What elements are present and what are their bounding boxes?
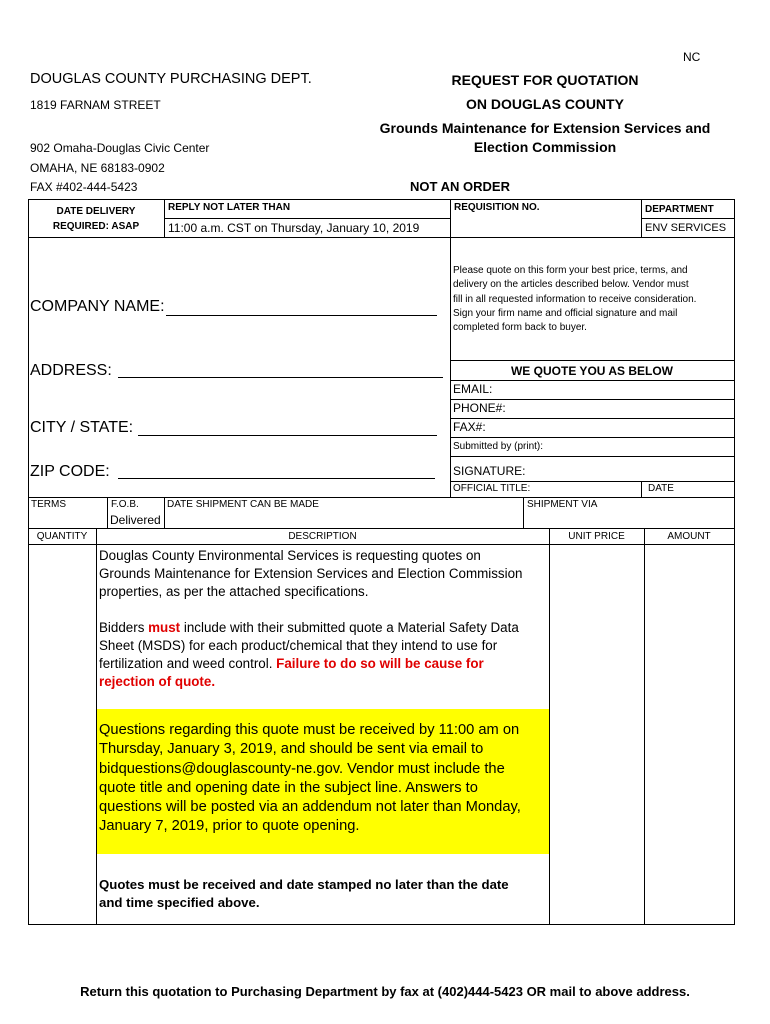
date-label: DATE bbox=[648, 483, 674, 494]
dept-name: DOUGLAS COUNTY PURCHASING DEPT. bbox=[30, 71, 312, 87]
zip-code-label: ZIP CODE: bbox=[30, 463, 110, 480]
corner-code: NC bbox=[683, 50, 701, 64]
terms-label: TERMS bbox=[31, 499, 66, 510]
title-subject1: Grounds Maintenance for Extension Services and bbox=[379, 120, 711, 136]
title-line1: REQUEST FOR QUOTATION bbox=[451, 72, 639, 88]
not-an-order: NOT AN ORDER bbox=[410, 179, 510, 194]
col-amount: AMOUNT bbox=[667, 531, 711, 542]
deadline-notice: Quotes must be received and date stamped no later than the date and time specified above. bbox=[99, 877, 509, 910]
fax-label: FAX#: bbox=[453, 420, 486, 434]
date-delivery-label: DATE DELIVERY bbox=[56, 206, 136, 217]
shipment-via-label: SHIPMENT VIA bbox=[527, 499, 598, 510]
title-subject2: Election Commission bbox=[473, 139, 617, 155]
description-msds: Bidders must include with their submitted quote a Material Safety Data Sheet (MSDS) for each product/chemical that they intend to use for fertilization and weed control. Failure to do so will be cause for rejection of quote. bbox=[99, 620, 519, 689]
company-name-line[interactable] bbox=[166, 315, 437, 316]
title-line2: ON DOUGLAS COUNTY bbox=[466, 96, 624, 112]
department-label: DEPARTMENT bbox=[645, 204, 714, 215]
footer-instruction: Return this quotation to Purchasing Department by fax at (402)444-5423 OR mail to above address. bbox=[80, 984, 690, 999]
date-delivery-required: REQUIRED: ASAP bbox=[52, 221, 140, 232]
questions-notice: Questions regarding this quote must be received by 11:00 am on Thursday, January 3, 2019, and should be sent via email to bidquestions@douglascounty-ne.gov. Vendor must include the quote title and opening date in the subject line. Answers to questions will be posted via an addendum not later than Monday, January 7, 2019, prior to quote opening. bbox=[99, 722, 521, 835]
department-value: ENV SERVICES bbox=[645, 222, 727, 234]
requisition-label: REQUISITION NO. bbox=[454, 202, 540, 213]
address-line[interactable] bbox=[118, 377, 443, 378]
col-quantity: QUANTITY bbox=[36, 531, 88, 542]
col-unit-price: UNIT PRICE bbox=[568, 531, 625, 542]
zip-code-line[interactable] bbox=[118, 478, 435, 479]
fob-label: F.O.B. bbox=[111, 499, 139, 510]
company-name-label: COMPANY NAME: bbox=[30, 298, 165, 315]
quote-box-heading: WE QUOTE YOU AS BELOW bbox=[510, 364, 673, 378]
col-description: DESCRIPTION bbox=[288, 531, 357, 542]
reply-value: 11:00 a.m. CST on Thursday, January 10, 2019 bbox=[168, 221, 420, 235]
phone-label: PHONE#: bbox=[453, 401, 506, 415]
city-state-label: CITY / STATE: bbox=[30, 419, 134, 436]
description-intro: Douglas County Environmental Services is requesting quotes on Grounds Maintenance for Extension Services and Election Commission properties, as per the attached specifications. bbox=[99, 548, 523, 599]
dept-city: OMAHA, NE 68183-0902 bbox=[30, 161, 165, 175]
submitted-by-label: Submitted by (print): bbox=[453, 441, 544, 452]
address-label: ADDRESS: bbox=[30, 362, 112, 379]
email-label: EMAIL: bbox=[453, 382, 493, 396]
reply-label: REPLY NOT LATER THAN bbox=[168, 202, 291, 213]
signature-label: SIGNATURE: bbox=[453, 464, 526, 478]
instructions: Please quote on this form your best price, terms, and delivery on the articles described below. Vendor must fill in all requested information to receive consideration. Sign your firm name and official signature and mail completed form back to buyer. bbox=[453, 265, 697, 334]
dept-fax: FAX #402-444-5423 bbox=[30, 180, 138, 194]
date-shipment-label: DATE SHIPMENT CAN BE MADE bbox=[167, 499, 319, 510]
dept-building: 902 Omaha-Douglas Civic Center bbox=[30, 141, 210, 155]
dept-street: 1819 FARNAM STREET bbox=[30, 98, 161, 112]
fob-value: Delivered bbox=[110, 513, 161, 527]
official-title-label: OFFICIAL TITLE: bbox=[453, 483, 531, 494]
city-state-line[interactable] bbox=[138, 435, 437, 436]
